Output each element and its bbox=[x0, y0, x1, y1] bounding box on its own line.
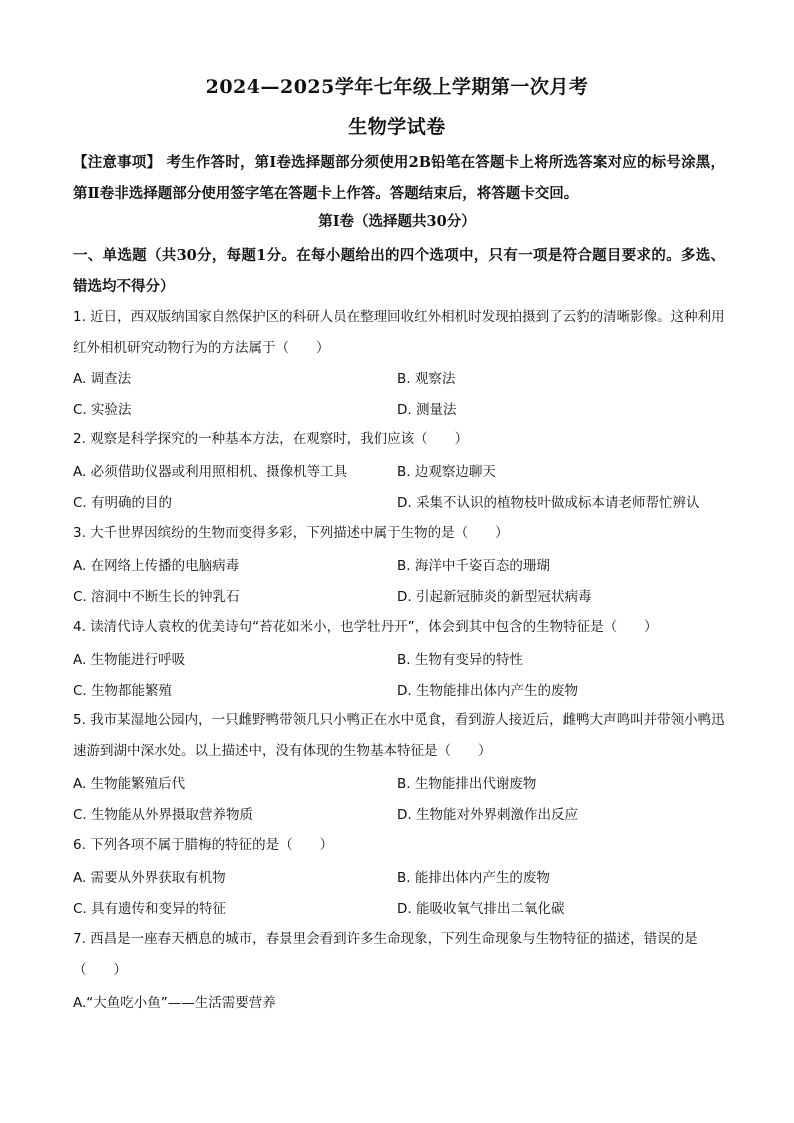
question-5-stem: 5. 我市某湿地公园内，一只雌野鸭带领几只小鸭正在水中觅食，看到游人接近后，雌鸭大声鸣叫并带领小鸭迅速游到湖中深水处。以上描述中，没有体现的生物基本特征是（ ） bbox=[73, 712, 725, 759]
question-3-option-c: C. 溶洞中不断生长的钟乳石 bbox=[73, 589, 240, 605]
question-6-option-b: B. 能排出体内产生的废物 bbox=[397, 870, 550, 886]
exam-title: 2024—2025学年七年级上学期第一次月考 bbox=[205, 76, 589, 98]
notice-text: 考生作答时，第Ⅰ卷选择题部分须使用2B铅笔在答题卡上将所选答案对应的标号涂黑，第Ⅱ卷非选择题部分使用签字笔在答题卡上作答。答题结束后，将答题卡交回。 bbox=[73, 154, 725, 202]
question-5-option-a: A. 生物能繁殖后代 bbox=[73, 776, 186, 792]
question-4-option-b: B. 生物有变异的特性 bbox=[397, 652, 523, 668]
question-6-option-d: D. 能吸收氧气排出二氧化碳 bbox=[397, 901, 565, 917]
question-1-option-d: D. 测量法 bbox=[397, 402, 457, 418]
notice-paragraph bbox=[73, 147, 725, 209]
question-3-option-d: D. 引起新冠肺炎的新型冠状病毒 bbox=[397, 589, 592, 605]
question-1-option-a: A. 调查法 bbox=[73, 371, 132, 387]
question-1-stem: 1. 近日，西双版纳国家自然保护区的科研人员在整理回收红外相机时发现拍摄到了云豹的清晰影像。这种利用红外相机研究动物行为的方法属于（ ） bbox=[73, 309, 725, 356]
question-7-stem: 7. 西昌是一座春天栖息的城市，春景里会看到许多生命现象，下列生命现象与生物特征的描述，错误的是（ ） bbox=[73, 931, 698, 978]
notice-label: 【注意事项】 bbox=[73, 154, 162, 171]
section-title: 第Ⅰ卷（选择题共30分） bbox=[318, 213, 476, 230]
question-5-option-c: C. 生物能从外界摄取营养物质 bbox=[73, 807, 254, 823]
question-5-option-b: B. 生物能排出代谢废物 bbox=[397, 776, 537, 792]
question-5-option-d: D. 生物能对外界刺激作出反应 bbox=[397, 807, 578, 823]
question-6-option-a: A. 需要从外界获取有机物 bbox=[73, 870, 226, 886]
exam-subject: 生物学试卷 bbox=[348, 116, 446, 138]
question-6-option-c: C. 具有遗传和变异的特征 bbox=[73, 901, 227, 917]
question-3-option-b: B. 海洋中千姿百态的珊瑚 bbox=[397, 558, 550, 574]
question-7-option-a: A.“大鱼吃小鱼”——生活需要营养 bbox=[73, 995, 276, 1011]
question-6-stem: 6. 下列各项不属于腊梅的特征的是（ ） bbox=[73, 837, 334, 853]
question-4-option-d: D. 生物能排出体内产生的废物 bbox=[397, 683, 578, 699]
question-2-option-a: A. 必须借助仪器或利用照相机、摄像机等工具 bbox=[73, 464, 348, 480]
part-title: 一、单选题（共30分，每题1分。在每小题给出的四个选项中，只有一项是符合题目要求的。多选、错选均不得分） bbox=[73, 247, 725, 295]
question-2-option-b: B. 边观察边聊天 bbox=[397, 464, 496, 480]
question-2-stem: 2. 观察是科学探究的一种基本方法，在观察时，我们应该（ ） bbox=[73, 431, 469, 447]
question-2-option-d: D. 采集不认识的植物枝叶做成标本请老师帮忙辨认 bbox=[397, 495, 700, 511]
question-4-stem: 4. 读清代诗人袁枚的优美诗句“苔花如米小，也学牡丹开”，体会到其中包含的生物特征是（ ） bbox=[73, 619, 658, 635]
question-4-option-a: A. 生物能进行呼吸 bbox=[73, 652, 186, 668]
question-1-option-c: C. 实验法 bbox=[73, 402, 132, 418]
question-2-option-c: C. 有明确的目的 bbox=[73, 495, 173, 511]
question-3-stem: 3. 大千世界因缤纷的生物而变得多彩，下列描述中属于生物的是（ ） bbox=[73, 525, 509, 541]
question-4-option-c: C. 生物都能繁殖 bbox=[73, 683, 173, 699]
question-3-option-a: A. 在网络上传播的电脑病毒 bbox=[73, 558, 240, 574]
question-1-option-b: B. 观察法 bbox=[397, 371, 456, 387]
